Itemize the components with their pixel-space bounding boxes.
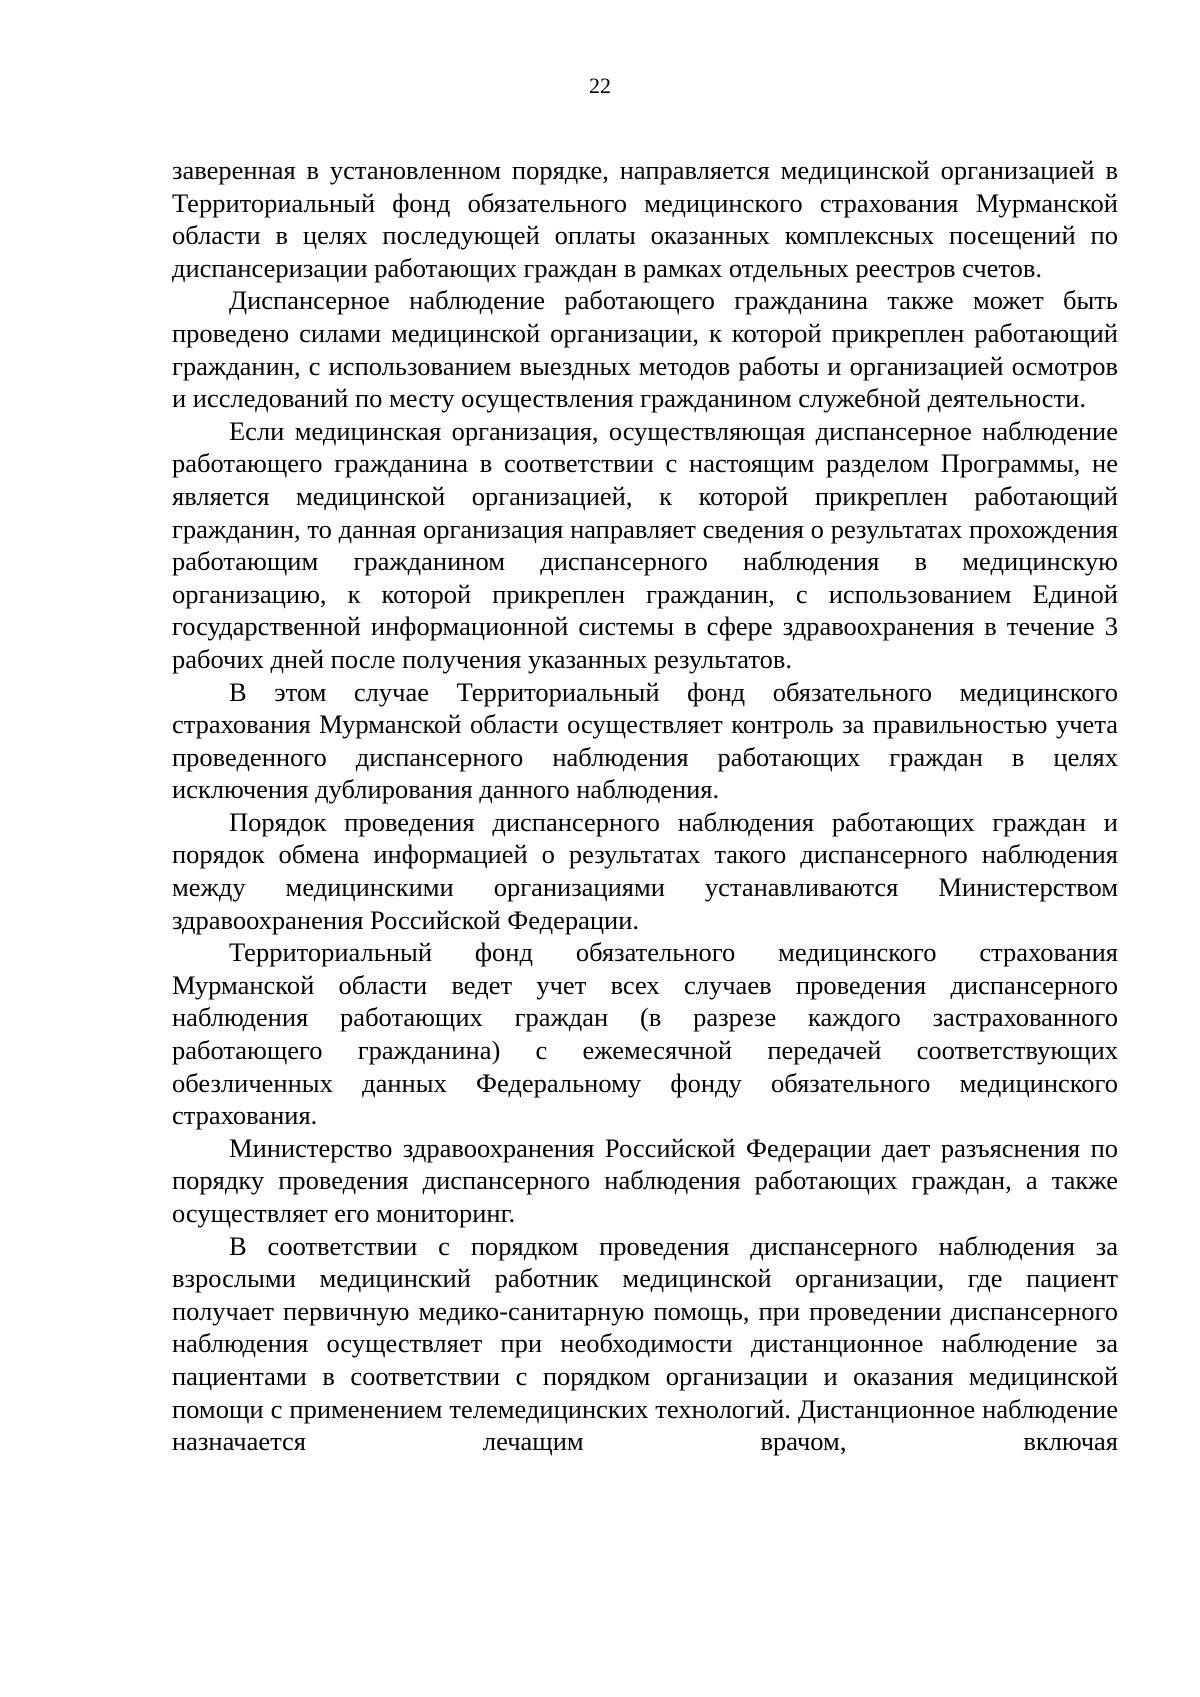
paragraph-dispensary-observation-onsite: Диспансерное наблюдение работающего гражданина также может быть проведено силами медицинской организации, к которой прикреплен работающий гражданин, с использованием выездных методов работы и организацией осмотров и исследований по месту осуществления гражданином служебной деятельности.	[172, 285, 1118, 414]
paragraph-continuation: заверенная в установленном порядке, направляется медицинской организацией в Территориальный фонд обязательного медицинского страхования Мурманской области в целях последующей оплаты оказанных комплексных посещений по диспансеризации работающих граждан в рамках отдельных реестров счетов.	[172, 155, 1118, 283]
paragraph-fund-accounting: Территориальный фонд обязательного медицинского страхования Мурманской области ведет учет всех случаев проведения диспансерного наблюдения работающих граждан (в разрезе каждого застрахованного работающего гражданина) с ежемесячной передачей соответствующих обезличенных данных Федеральному фонду обязательного медицинского страхования.	[172, 937, 1118, 1131]
paragraph-fund-control: В этом случае Территориальный фонд обязательного медицинского страхования Мурманской области осуществляет контроль за правильностью учета проведенного диспансерного наблюдения работающих граждан в целях исключения дублирования данного наблюдения.	[172, 676, 1118, 805]
paragraph-other-organization-reporting: Если медицинская организация, осуществляющая диспансерное наблюдение работающего гражданина в соответствии с настоящим разделом Программы, не является медицинской организацией, к которой прикреплен работающий гражданин, то данная организация направляет сведения о результатах прохождения работающим гражданином диспансерного наблюдения в медицинскую организацию, к которой прикреплен гражданин, с использованием Единой государственной информационной системы в сфере здравоохранения в течение 3 рабочих дней после получения указанных результатов.	[172, 415, 1118, 674]
page-number: 22	[589, 73, 611, 98]
paragraph-ministry-clarifications: Министерство здравоохранения Российской Федерации дает разъяснения по порядку проведения диспансерного наблюдения работающих граждан, а также осуществляет его мониторинг.	[172, 1132, 1118, 1228]
paragraph-remote-observation: В соответствии с порядком проведения диспансерного наблюдения за взрослыми медицинский работник медицинской организации, где пациент получает первичную медико-санитарную помощь, при проведении диспансерного наблюдения осуществляет при необходимости дистанционное наблюдение за пациентами в соответствии с порядком организации и оказания медицинской помощи с применением телемедицинских технологий. Дистанционное наблюдение назначается лечащим врачом, включая	[172, 1230, 1118, 1457]
document-body	[172, 154, 1118, 1458]
paragraph-procedure-ministry: Порядок проведения диспансерного наблюдения работающих граждан и порядок обмена информацией о результатах такого диспансерного наблюдения между медицинскими организациями устанавливаются Министерством здравоохранения Российской Федерации.	[172, 806, 1118, 935]
